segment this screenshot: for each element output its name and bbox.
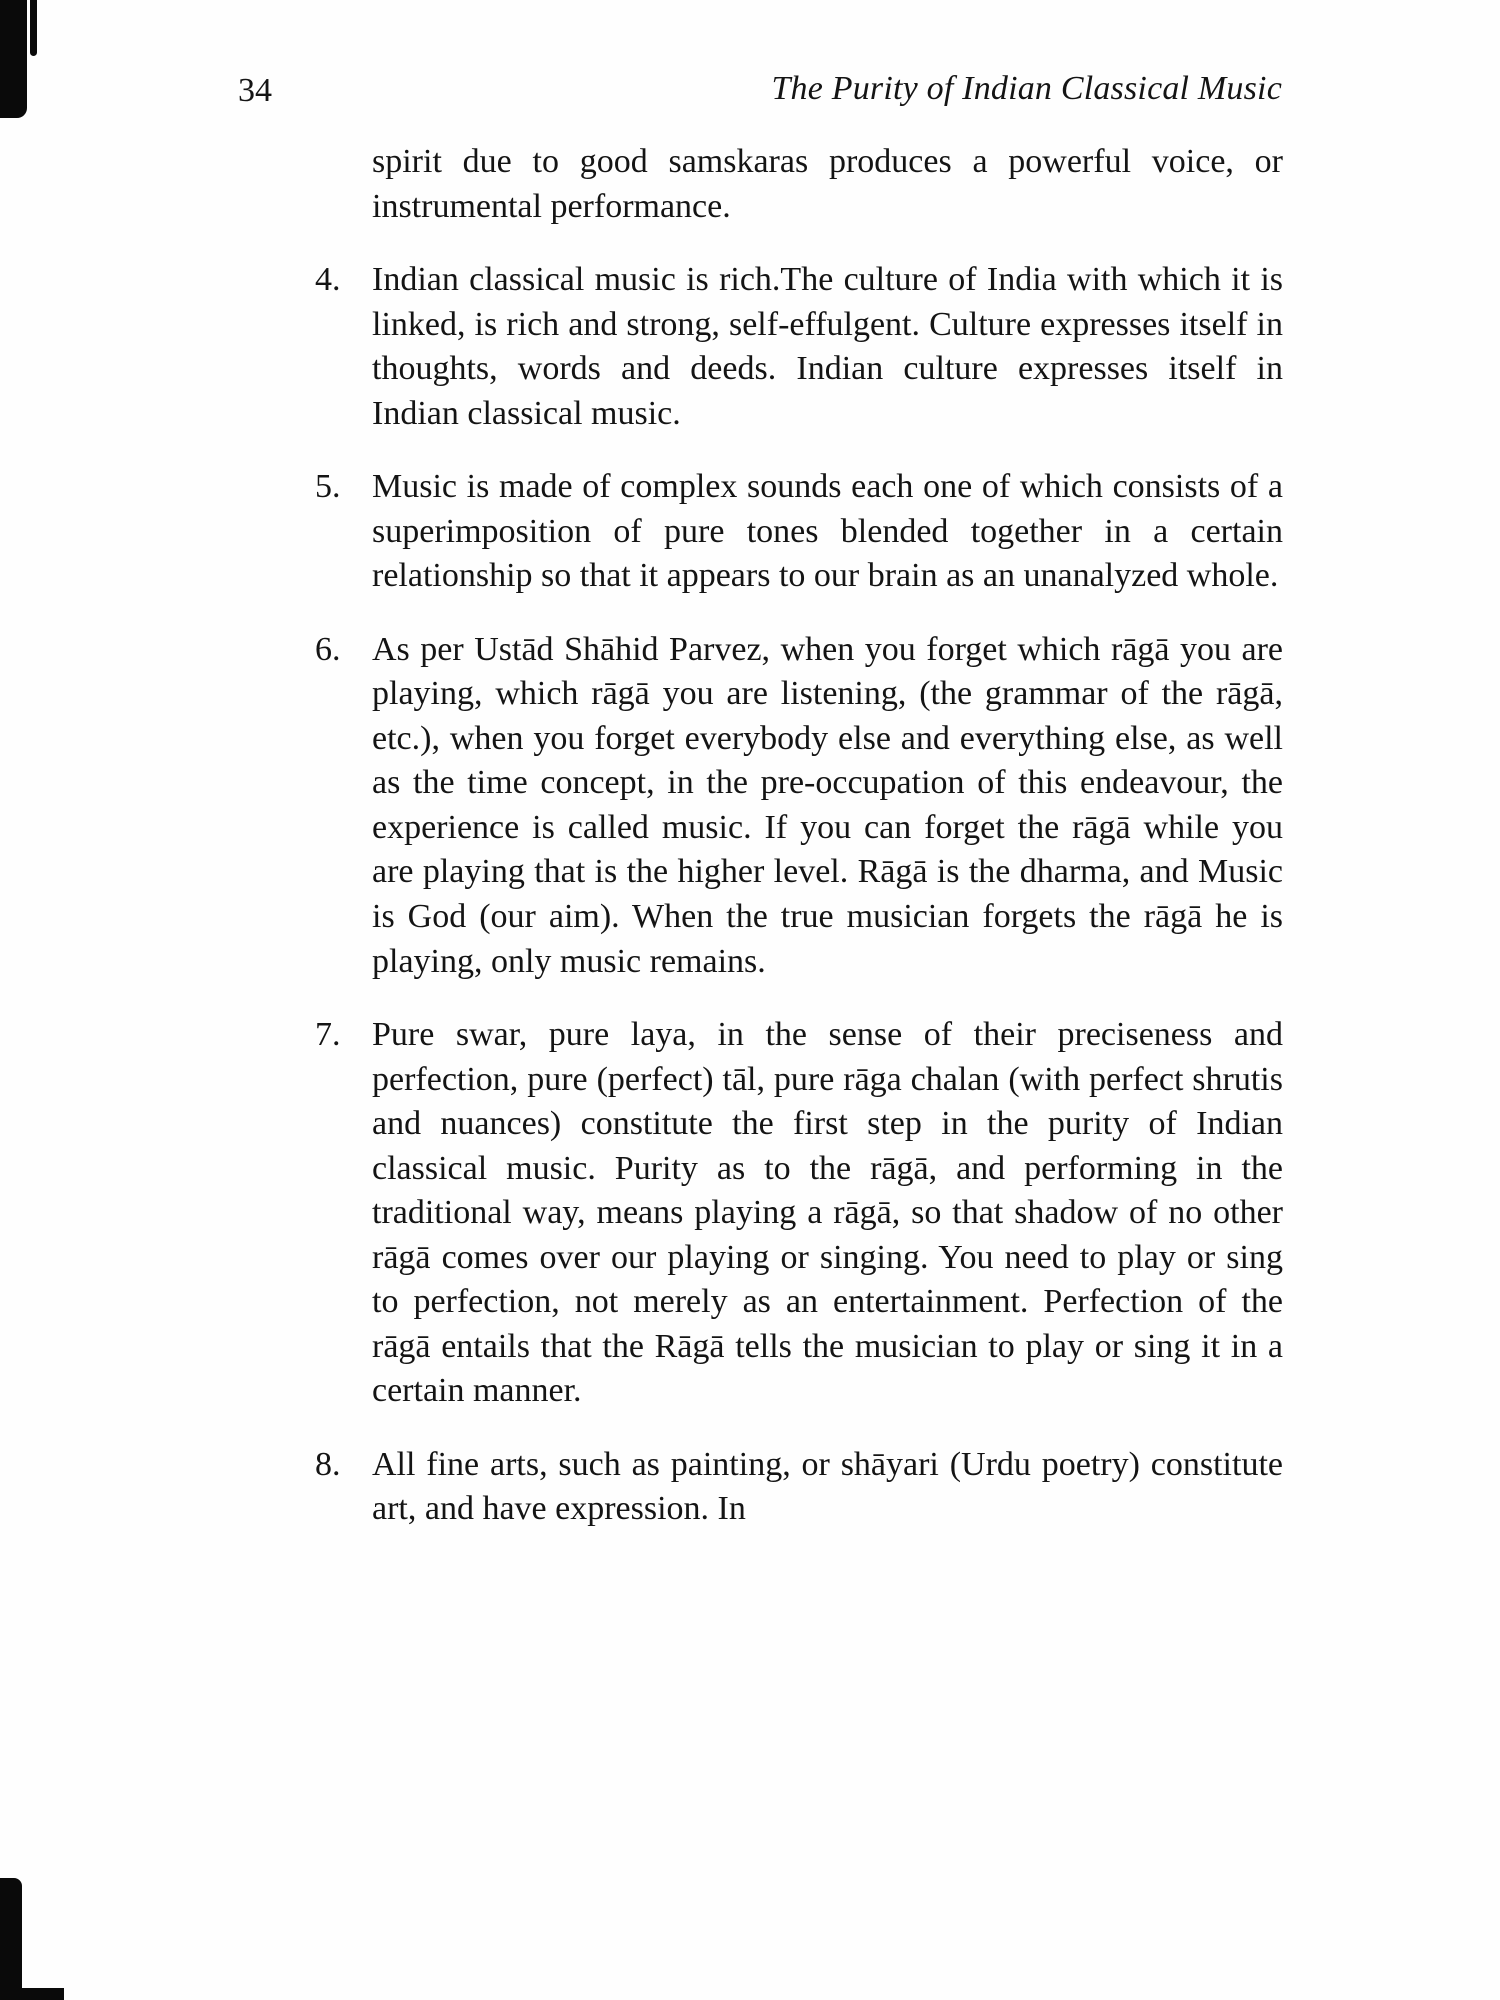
list-item-number: 4. bbox=[315, 261, 341, 299]
list-item-text: Music is made of complex sounds each one of which consists of a superimposition of pure tones blended together in a certain relationship so that it appears to our brain as an unanalyzed whole. bbox=[372, 468, 1283, 595]
list-item bbox=[315, 465, 1283, 599]
list-item bbox=[315, 1013, 1283, 1414]
scan-artifact-bottom-left bbox=[0, 1878, 22, 1990]
list-item bbox=[315, 1443, 1283, 1532]
continuation-paragraph: spirit due to good samskaras produces a powerful voice, or instrumental performance. bbox=[372, 143, 1283, 225]
list-item-text: All fine arts, such as painting, or shāyari (Urdu poetry) constitute art, and have expression. In bbox=[372, 1445, 1283, 1528]
list-item-number: 8. bbox=[315, 1445, 341, 1483]
list-item-number: 5. bbox=[315, 468, 341, 506]
list-item-text: As per Ustād Shāhid Parvez, when you forget which rāgā you are playing, which rāgā you are listening, (the grammar of the rāgā, etc.), when you forget everybody else and everything else, as well as the time concept, in the pre-occupation of this endeavour, the experience is called music. If you can forget the rāgā while you are playing that is the higher level. Rāgā is the dharma, and Music is God (our aim). When the true musician forgets the rāgā he is playing, only music remains. bbox=[372, 630, 1283, 980]
list-item-text: Indian classical music is rich.The culture of India with which it is linked, is rich and strong, self-effulgent. Culture expresses itself in thoughts, words and deeds. Indian culture expresses itself in Indian classical music. bbox=[372, 261, 1283, 432]
list-item-number: 6. bbox=[315, 630, 341, 668]
running-title: The Purity of Indian Classical Music bbox=[771, 70, 1282, 107]
list-item-text: Pure swar, pure laya, in the sense of their preciseness and perfection, pure (perfect) tāl, pure rāga chalan (with perfect shrutis and nuances) constitute the first step in the purity of Indian classical music. Purity as to the rāgā, and performing in the traditional way, means playing a rāgā, so that shadow of no other rāgā comes over our playing or singing. You need to play or sing to perfection, not merely as an entertainment. Perfection of the rāgā entails that the Rāgā tells the musician to play or sing it in a certain manner. bbox=[372, 1016, 1283, 1410]
page-body bbox=[315, 140, 1283, 1532]
list-item-number: 7. bbox=[315, 1016, 341, 1054]
list-item bbox=[315, 258, 1283, 436]
list-item bbox=[315, 628, 1283, 984]
scan-artifact-bottom-edge bbox=[0, 1988, 64, 2000]
page-number: 34 bbox=[238, 72, 272, 109]
scan-artifact-top-left-sliver bbox=[30, 0, 37, 56]
scan-artifact-top-left bbox=[0, 0, 27, 118]
